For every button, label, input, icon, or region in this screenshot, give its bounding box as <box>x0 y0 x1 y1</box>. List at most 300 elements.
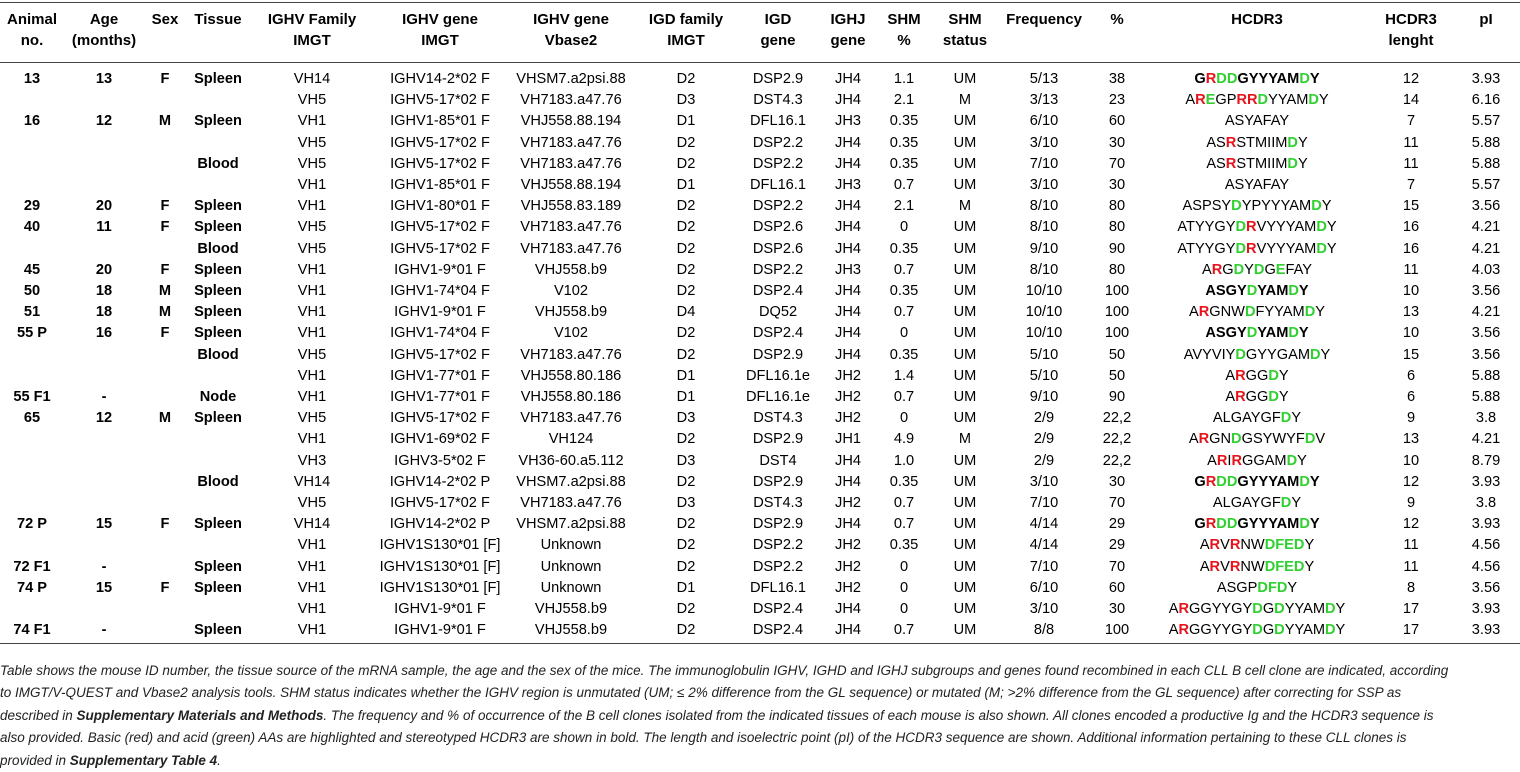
table-cell: VH1 <box>297 113 327 130</box>
table-cell: IGHV5-17*02 F <box>390 134 490 151</box>
table-cell: DST4.3 <box>753 410 803 427</box>
table-cell: 10 <box>1402 283 1420 300</box>
table-cell: 5.57 <box>1471 177 1501 194</box>
column-header-text: IGHJ <box>830 11 866 28</box>
table-cell: 3/10 <box>1029 177 1059 194</box>
hcdr3-sequence: ATYYGYDRVYYYAMDY <box>1177 219 1337 236</box>
table-cell: JH4 <box>835 304 861 321</box>
acidic-residue: F <box>1275 537 1285 554</box>
column-header-text: gene <box>830 32 866 49</box>
table-cell: 55 P <box>16 325 48 342</box>
table-cell: 20 <box>95 261 113 278</box>
basic-residue: R <box>1205 473 1217 490</box>
header-row <box>0 3 1520 63</box>
table-cell <box>144 133 186 154</box>
table-cell: JH4 <box>835 155 861 172</box>
acidic-residue: D <box>1325 601 1336 618</box>
table-cell: 55 F1 <box>13 389 51 406</box>
column-header <box>506 3 636 63</box>
table-cell: D4 <box>676 304 696 321</box>
table-cell: JH4 <box>835 92 861 109</box>
hcdr3-sequence: ARGGYYGYDGDYYAMDY <box>1168 601 1346 618</box>
table-cell: 3/10 <box>1029 601 1059 618</box>
acidic-residue: D <box>1309 346 1321 363</box>
basic-residue: R <box>1235 367 1246 384</box>
table-cell: 51 <box>23 304 41 321</box>
acidic-residue: D <box>1226 516 1238 533</box>
table-cell: D2 <box>636 620 736 644</box>
column-header-text: Vbase2 <box>544 32 598 49</box>
table-cell: 2/9 <box>1033 410 1055 427</box>
acidic-residue: D <box>1280 410 1292 427</box>
table-row <box>0 90 1520 111</box>
table-cell: 9/10 <box>1029 389 1059 406</box>
table-cell: D2 <box>676 261 696 278</box>
column-header-text: IGD family <box>648 11 724 28</box>
table-cell: VH7183.a47.76 <box>520 346 622 363</box>
acidic-residue: D <box>1276 579 1288 596</box>
table-row <box>0 557 1520 578</box>
hcdr3-sequence: ARVRNWDFEDY <box>1199 558 1315 575</box>
table-cell: 3.56 <box>1471 283 1501 300</box>
table-cell: IGHV1-9*01 F <box>394 601 486 618</box>
table-cell: 45 <box>23 261 41 278</box>
hcdr3-sequence: GRDDGYYYAMDY <box>1194 516 1320 533</box>
table-cell: - <box>64 620 144 644</box>
table-cell: 4/14 <box>1029 537 1059 554</box>
column-header <box>1452 3 1520 63</box>
table-cell: IGHV14-2*02 P <box>389 473 491 490</box>
table-cell: IGHV1-74*04 F <box>390 325 490 342</box>
acidic-residue: E <box>1205 92 1216 109</box>
table-cell: DFL16.1 <box>750 177 806 194</box>
table-cell: VHJ558.88.194 <box>520 177 622 194</box>
acidic-residue: D <box>1304 431 1316 448</box>
table-cell: Spleen <box>194 113 242 130</box>
table-cell: M <box>158 113 172 130</box>
table-cell: 0.35 <box>889 240 919 257</box>
table-cell: 18 <box>95 304 113 321</box>
table-cell: Unknown <box>540 579 602 596</box>
table-row <box>0 366 1520 387</box>
table-cell: 30 <box>1108 601 1126 618</box>
table-cell: 7/10 <box>1029 495 1059 512</box>
table-caption <box>0 660 1458 772</box>
table-cell: 3.8 <box>1475 495 1497 512</box>
table-cell: 2.1 <box>893 92 915 109</box>
acidic-residue: D <box>1246 325 1258 342</box>
table-cell: 80 <box>1108 198 1126 215</box>
table-cell: 15 <box>95 579 113 596</box>
table-row <box>0 154 1520 175</box>
table-cell: DFL16.1 <box>750 579 806 596</box>
table-row <box>0 472 1520 493</box>
table-cell: D1 <box>676 579 696 596</box>
acidic-residue: D <box>1325 622 1336 639</box>
table-cell <box>186 133 250 154</box>
table-cell: D2 <box>676 283 696 300</box>
table-cell: V102 <box>553 283 589 300</box>
column-header-text: IMGT <box>293 32 331 49</box>
hcdr3-sequence: ARIRGGAMDY <box>1207 452 1307 469</box>
table-cell: DSP2.6 <box>752 240 804 257</box>
hcdr3-sequence: ALGAYGFDY <box>1212 410 1302 427</box>
table-cell: JH4 <box>835 219 861 236</box>
table-cell: DSP2.2 <box>752 155 804 172</box>
table-cell: M <box>958 92 972 109</box>
table-cell <box>144 154 186 175</box>
table-cell: VHJ558.b9 <box>534 261 608 278</box>
table-cell: 0.35 <box>889 283 919 300</box>
table-cell <box>0 90 64 111</box>
table-row <box>0 451 1520 472</box>
table-cell: Spleen <box>194 71 242 87</box>
column-header <box>932 3 998 63</box>
basic-residue: R <box>1247 92 1258 109</box>
table-cell: 10/10 <box>1025 304 1063 321</box>
table-cell: 4.21 <box>1471 431 1501 448</box>
table-row <box>0 63 1520 91</box>
table-cell: 30 <box>1108 177 1126 194</box>
table-cell: D3 <box>676 495 696 512</box>
table-cell: IGHV5-17*02 F <box>390 219 490 236</box>
table-cell: 12 <box>1402 516 1420 533</box>
table-cell: 0.7 <box>893 495 915 512</box>
table-cell: IGHV1-9*01 F <box>394 261 486 278</box>
table-cell: DSP2.9 <box>752 473 804 490</box>
acidic-residue: D <box>1235 240 1247 257</box>
hcdr3-sequence: ASGPDFDY <box>1216 579 1298 596</box>
table-cell: 0.35 <box>889 113 919 130</box>
basic-residue: R <box>1195 92 1206 109</box>
table-cell <box>64 599 144 620</box>
table-cell: 29 <box>23 198 41 215</box>
caption-text: . The frequency and % of occurrence of the B cell clones isolated from the indicated tissues of each mouse is also shown. All clones encoded a productive Ig and the HCDR3 sequence is also provided. Basic (red) and acid (green) AAs are highlighted and stereotyped HCDR3 are shown in bold. The length and isoelectric point (pI) of the HCDR3 sequence are shown. Additional information pertaining to these CLL clones is provided in <box>0 707 1434 768</box>
table-row <box>0 239 1520 260</box>
acidic-residue: D <box>1286 452 1298 469</box>
table-row <box>0 175 1520 196</box>
table-cell: VH5 <box>297 155 327 172</box>
table-cell <box>144 472 186 493</box>
acidic-residue: D <box>1280 495 1292 512</box>
table-cell: VH3 <box>297 452 327 469</box>
table-cell: 11 <box>96 219 112 236</box>
table-cell: UM <box>953 71 977 87</box>
table-cell: 5/13 <box>1029 71 1059 87</box>
acidic-residue: D <box>1316 219 1327 236</box>
table-cell: DFL16.1e <box>745 389 811 406</box>
table-cell: 0 <box>899 601 909 618</box>
table-cell <box>64 239 144 260</box>
acidic-residue: D <box>1287 134 1298 151</box>
table-cell: 4.56 <box>1471 537 1501 554</box>
table-cell: 20 <box>95 198 113 215</box>
hcdr3-sequence: ASRSTMIIMDY <box>1206 134 1308 151</box>
acidic-residue: D <box>1252 601 1263 618</box>
basic-residue: R <box>1231 452 1242 469</box>
column-header <box>250 3 374 63</box>
table-cell: 10/10 <box>1025 325 1063 342</box>
table-cell <box>0 133 64 154</box>
table-cell: UM <box>953 537 977 554</box>
column-header-text: IGHV gene <box>533 11 609 28</box>
table-cell: VHJ558.b9 <box>534 601 608 618</box>
acidic-residue: D <box>1304 304 1316 321</box>
table-cell: JH4 <box>835 325 861 342</box>
column-header-text: HCDR3 <box>1385 11 1437 28</box>
acidic-residue: D <box>1293 537 1305 554</box>
basic-residue: R <box>1229 537 1241 554</box>
table-cell: VH1 <box>297 389 327 406</box>
table-row <box>0 133 1520 154</box>
table-cell: IGHV5-17*02 F <box>390 240 490 257</box>
caption-reference: Supplementary Materials and Methods <box>76 707 324 723</box>
table-row <box>0 281 1520 302</box>
acidic-residue: F <box>1275 558 1285 575</box>
table-cell <box>64 535 144 556</box>
table-cell: 11 <box>1403 134 1419 151</box>
table-cell: 3.93 <box>1471 71 1501 87</box>
table-cell: 0.7 <box>893 304 915 321</box>
column-header <box>636 3 736 63</box>
acidic-residue: D <box>1293 558 1305 575</box>
column-header-text: Sex <box>151 11 179 28</box>
table-cell <box>186 451 250 472</box>
table-cell: UM <box>953 346 977 363</box>
table-cell: UM <box>953 134 977 151</box>
hcdr3-sequence: AREGPRRDYYAMDY <box>1185 92 1329 109</box>
basic-residue: R <box>1198 431 1210 448</box>
column-header <box>374 3 506 63</box>
table-cell: 8 <box>1406 579 1416 596</box>
table-cell: JH4 <box>835 71 861 87</box>
table-cell <box>144 175 186 196</box>
table-cell: 15 <box>95 516 113 533</box>
table-cell <box>64 472 144 493</box>
table-cell: 4.21 <box>1471 219 1501 236</box>
table-row <box>0 111 1520 132</box>
table-cell: IGHV5-17*02 F <box>390 155 490 172</box>
table-cell: D1 <box>676 367 696 384</box>
column-header-text: % <box>897 32 911 49</box>
table-cell: VH1 <box>297 558 327 575</box>
table-cell: VH1 <box>297 177 327 194</box>
table-cell: UM <box>953 558 977 575</box>
table-cell: 3/10 <box>1029 134 1059 151</box>
table-cell: F <box>160 516 170 533</box>
acidic-residue: D <box>1226 71 1238 87</box>
table-cell: JH4 <box>835 134 861 151</box>
table-cell: 3.93 <box>1471 516 1501 533</box>
table-cell: DSP2.9 <box>752 516 804 533</box>
table-cell: D2 <box>676 601 696 618</box>
table-cell: 7 <box>1406 177 1416 194</box>
table-cell: 100 <box>1090 620 1144 644</box>
table-cell: DSP2.2 <box>752 537 804 554</box>
table-cell: 74 P <box>16 579 48 596</box>
table-cell: UM <box>953 283 977 300</box>
table-row <box>0 535 1520 556</box>
basic-residue: R <box>1246 240 1257 257</box>
table-cell: JH4 <box>835 283 861 300</box>
table-cell: 3.93 <box>1471 473 1501 490</box>
table-cell: IGHV5-17*02 F <box>390 495 490 512</box>
table-cell: Spleen <box>194 283 242 300</box>
table-cell: 74 F1 <box>0 620 64 644</box>
table-cell: Blood <box>197 240 239 257</box>
table-cell: VH124 <box>548 431 594 448</box>
column-header <box>876 3 932 63</box>
basic-residue: R <box>1236 92 1247 109</box>
table-cell: IGHV5-17*02 F <box>390 92 490 109</box>
column-header <box>1090 3 1144 63</box>
table-cell: JH2 <box>835 410 861 427</box>
table-cell: 8/10 <box>1029 261 1059 278</box>
table-cell: VHJ558.b9 <box>534 304 608 321</box>
acidic-residue: D <box>1287 155 1298 172</box>
hcdr3-sequence: ARGNDGSYWYFDV <box>1188 431 1326 448</box>
table-cell: D2 <box>676 516 696 533</box>
table-cell: 22,2 <box>1102 410 1132 427</box>
column-header <box>820 3 876 63</box>
table-cell <box>0 175 64 196</box>
table-cell: 9 <box>1406 410 1416 427</box>
column-header-text: Tissue <box>194 11 242 28</box>
table-cell: F <box>160 219 170 236</box>
table-cell: UM <box>953 579 977 596</box>
table-cell: 3.56 <box>1471 325 1501 342</box>
table-cell: 72 P <box>16 516 48 533</box>
table-cell: UM <box>953 410 977 427</box>
column-header <box>186 3 250 63</box>
table-cell: 11 <box>1403 155 1419 172</box>
table-cell: 0.7 <box>893 261 915 278</box>
hcdr3-sequence: ATYYGYDRVYYYAMDY <box>1177 240 1337 257</box>
table-cell: 6/10 <box>1029 113 1059 130</box>
table-cell: 1.0 <box>893 452 915 469</box>
table-cell: 0.35 <box>889 134 919 151</box>
table-cell <box>0 472 64 493</box>
table-row <box>0 345 1520 366</box>
table-cell <box>64 451 144 472</box>
table-cell: 23 <box>1108 92 1126 109</box>
table-cell: 16 <box>23 113 41 130</box>
table-cell: VHJ558.88.194 <box>520 113 622 130</box>
table-cell: 5.88 <box>1471 367 1501 384</box>
table-cell: D3 <box>676 410 696 427</box>
table-cell: IGHV1-77*01 F <box>390 389 490 406</box>
acidic-residue: D <box>1235 219 1247 236</box>
table-cell: 1.1 <box>893 71 915 87</box>
table-cell: 90 <box>1108 389 1126 406</box>
hcdr3-sequence: ARGDYDGEFAY <box>1201 261 1313 278</box>
table-cell: VH5 <box>297 346 327 363</box>
table-cell: 0 <box>899 219 909 236</box>
table-cell: Unknown <box>540 537 602 554</box>
table-cell: Spleen <box>194 325 242 342</box>
table-cell: DST4.3 <box>753 92 803 109</box>
table-cell: M <box>158 304 172 321</box>
table-cell: JH4 <box>820 620 876 644</box>
table-cell: Spleen <box>194 219 242 236</box>
table-cell: 70 <box>1108 558 1126 575</box>
table-cell <box>0 366 64 387</box>
table-cell: Spleen <box>194 410 242 427</box>
acidic-residue: F <box>1267 579 1277 596</box>
table-cell: VH7183.a47.76 <box>520 410 622 427</box>
table-cell: 0 <box>899 579 909 596</box>
table-cell: DSP2.2 <box>752 558 804 575</box>
table-cell: VH1 <box>297 198 327 215</box>
table-cell: 3.8 <box>1475 410 1497 427</box>
table-cell: VH14 <box>293 516 331 533</box>
table-cell <box>144 599 186 620</box>
table-cell: Spleen <box>194 579 242 596</box>
table-cell: 80 <box>1108 219 1126 236</box>
table-cell: 7/10 <box>1029 155 1059 172</box>
table-cell: IGHV1-77*01 F <box>390 367 490 384</box>
column-header <box>144 3 186 63</box>
table-cell: Unknown <box>540 558 602 575</box>
column-header <box>998 3 1090 63</box>
table-row <box>0 387 1520 408</box>
table-cell: D2 <box>676 346 696 363</box>
column-header-text: IMGT <box>667 32 705 49</box>
table-cell: UM <box>953 452 977 469</box>
basic-residue: R <box>1246 219 1257 236</box>
table-cell: VH14 <box>293 71 331 87</box>
table-cell: VH5 <box>297 495 327 512</box>
table-cell: VH5 <box>297 92 327 109</box>
table-cell <box>144 429 186 450</box>
column-header-text: HCDR3 <box>1231 11 1283 28</box>
table-cell: 18 <box>95 283 113 300</box>
table-row <box>0 620 1520 644</box>
acidic-residue: D <box>1299 71 1310 87</box>
table-cell: 50 <box>23 283 41 300</box>
table-cell: VH5 <box>297 134 327 151</box>
table-cell <box>64 90 144 111</box>
table-cell: D2 <box>676 431 696 448</box>
table-cell: 30 <box>1108 473 1126 490</box>
column-header <box>736 3 820 63</box>
basic-residue: R <box>1235 389 1246 406</box>
table-cell: Node <box>199 389 237 406</box>
hcdr3-sequence: ASYAFAY <box>1224 113 1290 130</box>
acidic-residue: D <box>1216 516 1227 533</box>
table-cell: F <box>160 71 170 87</box>
acidic-residue: D <box>1264 558 1276 575</box>
table-cell: VH1 <box>250 620 374 644</box>
basic-residue: R <box>1211 261 1223 278</box>
table-cell: DST4.3 <box>753 495 803 512</box>
column-header-text: gene <box>760 32 796 49</box>
table-cell: 5.88 <box>1471 389 1501 406</box>
table-cell <box>0 429 64 450</box>
table-cell: VH1 <box>297 367 327 384</box>
table-row <box>0 578 1520 599</box>
acidic-residue: D <box>1231 431 1242 448</box>
table-cell: 8/10 <box>1029 219 1059 236</box>
table-row <box>0 493 1520 514</box>
table-cell: VH1 <box>297 304 327 321</box>
table-cell: 17 <box>1402 601 1420 618</box>
table-cell: 3.56 <box>1471 198 1501 215</box>
table-cell: JH4 <box>835 452 861 469</box>
acidic-residue: D <box>1268 389 1279 406</box>
hcdr3-sequence: ARVRNWDFEDY <box>1199 537 1315 554</box>
table-cell: 38 <box>1108 71 1126 87</box>
